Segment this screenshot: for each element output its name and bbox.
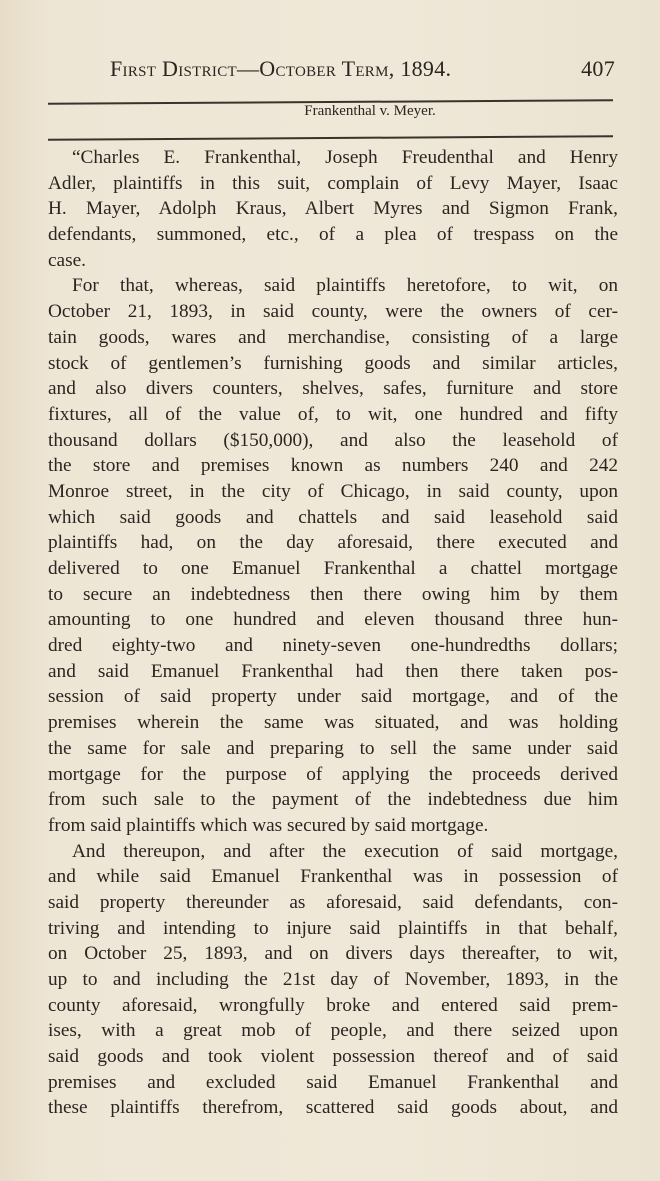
text-line: up to and including the 21st day of November, 1893, in the [48, 969, 618, 990]
text-line: which said goods and chattels and said leasehold said [48, 506, 618, 528]
text-line: defendants, summoned, etc., of a plea of trespass on the [48, 224, 618, 246]
text-line: fixtures, all of the value of, to wit, one hundred and fifty [48, 403, 618, 425]
text-line: session of said property under said mortgage, and of the [48, 686, 618, 708]
running-title: First District—October Term, 1894. [110, 56, 452, 81]
text-line: amounting to one hundred and eleven thousand three hun- [48, 609, 618, 631]
case-title: Frankenthal v. Meyer. [304, 103, 436, 119]
text-line: on October 25, 1893, and on divers days thereafter, to wit, [48, 943, 618, 965]
text-line: these plaintiffs therefrom, scattered said goods about, and [48, 1097, 618, 1119]
running-head [110, 56, 615, 86]
text-line: mortgage for the purpose of applying the proceeds derived [48, 763, 618, 785]
text-line: and also divers counters, shelves, safes, furniture and store [48, 378, 618, 400]
text-line: the store and premises known as numbers 240 and 242 [48, 455, 618, 477]
text-line: to secure an indebtedness then there owing him by them [48, 583, 618, 605]
text-line: thousand dollars ($150,000), and also the leasehold of [48, 429, 618, 451]
text-line: For that, whereas, said plaintiffs heretofore, to wit, on [72, 275, 618, 297]
text-line: H. Mayer, Adolph Kraus, Albert Myres and Sigmon Frank, [48, 198, 618, 220]
text-line: said property thereunder as aforesaid, said defendants, con- [48, 891, 618, 913]
text-line: “Charles E. Frankenthal, Joseph Freudenthal and Henry [72, 147, 618, 168]
text-line: and while said Emanuel Frankenthal was in possession of [48, 866, 618, 888]
text-line: stock of gentlemen’s furnishing goods and similar articles, [48, 352, 618, 374]
text-line: county aforesaid, wrongfully broke and entered said prem- [48, 994, 618, 1016]
text-line: premises wherein the same was situated, and was holding [48, 712, 618, 734]
text-line: Adler, plaintiffs in this suit, complain of Levy Mayer, Isaac [48, 172, 618, 194]
body-text [48, 145, 618, 1121]
text-line: plaintiffs had, on the day aforesaid, there executed and [48, 532, 618, 554]
text-line: And thereupon, and after the execution of said mortgage, [72, 840, 618, 862]
text-line: triving and intending to injure said plaintiffs in that behalf, [48, 917, 618, 939]
text-line: case. [48, 249, 86, 271]
text-line: dred eighty-two and ninety-seven one-hundredths dollars; [48, 635, 618, 657]
text-line: ises, with a great mob of people, and there seized upon [48, 1020, 618, 1042]
text-line: premises and excluded said Emanuel Frankenthal and [48, 1071, 618, 1093]
text-line: October 21, 1893, in said county, were the owners of cer- [48, 301, 618, 323]
text-line: from such sale to the payment of the indebtedness due him [48, 789, 618, 811]
text-line: the same for sale and preparing to sell the same under said [48, 737, 618, 759]
page-number: 407 [581, 56, 615, 81]
text-line: tain goods, wares and merchandise, consisting of a large [48, 326, 618, 348]
text-line: and said Emanuel Frankenthal had then there taken pos- [48, 660, 618, 682]
text-line: Monroe street, in the city of Chicago, in said county, upon [48, 480, 618, 502]
text-line: said goods and took violent possession thereof and of said [48, 1046, 618, 1068]
text-line: from said plaintiffs which was secured by said mortgage. [48, 814, 489, 836]
text-line: delivered to one Emanuel Frankenthal a chattel mortgage [48, 558, 618, 579]
header-rule-bottom [48, 135, 613, 140]
